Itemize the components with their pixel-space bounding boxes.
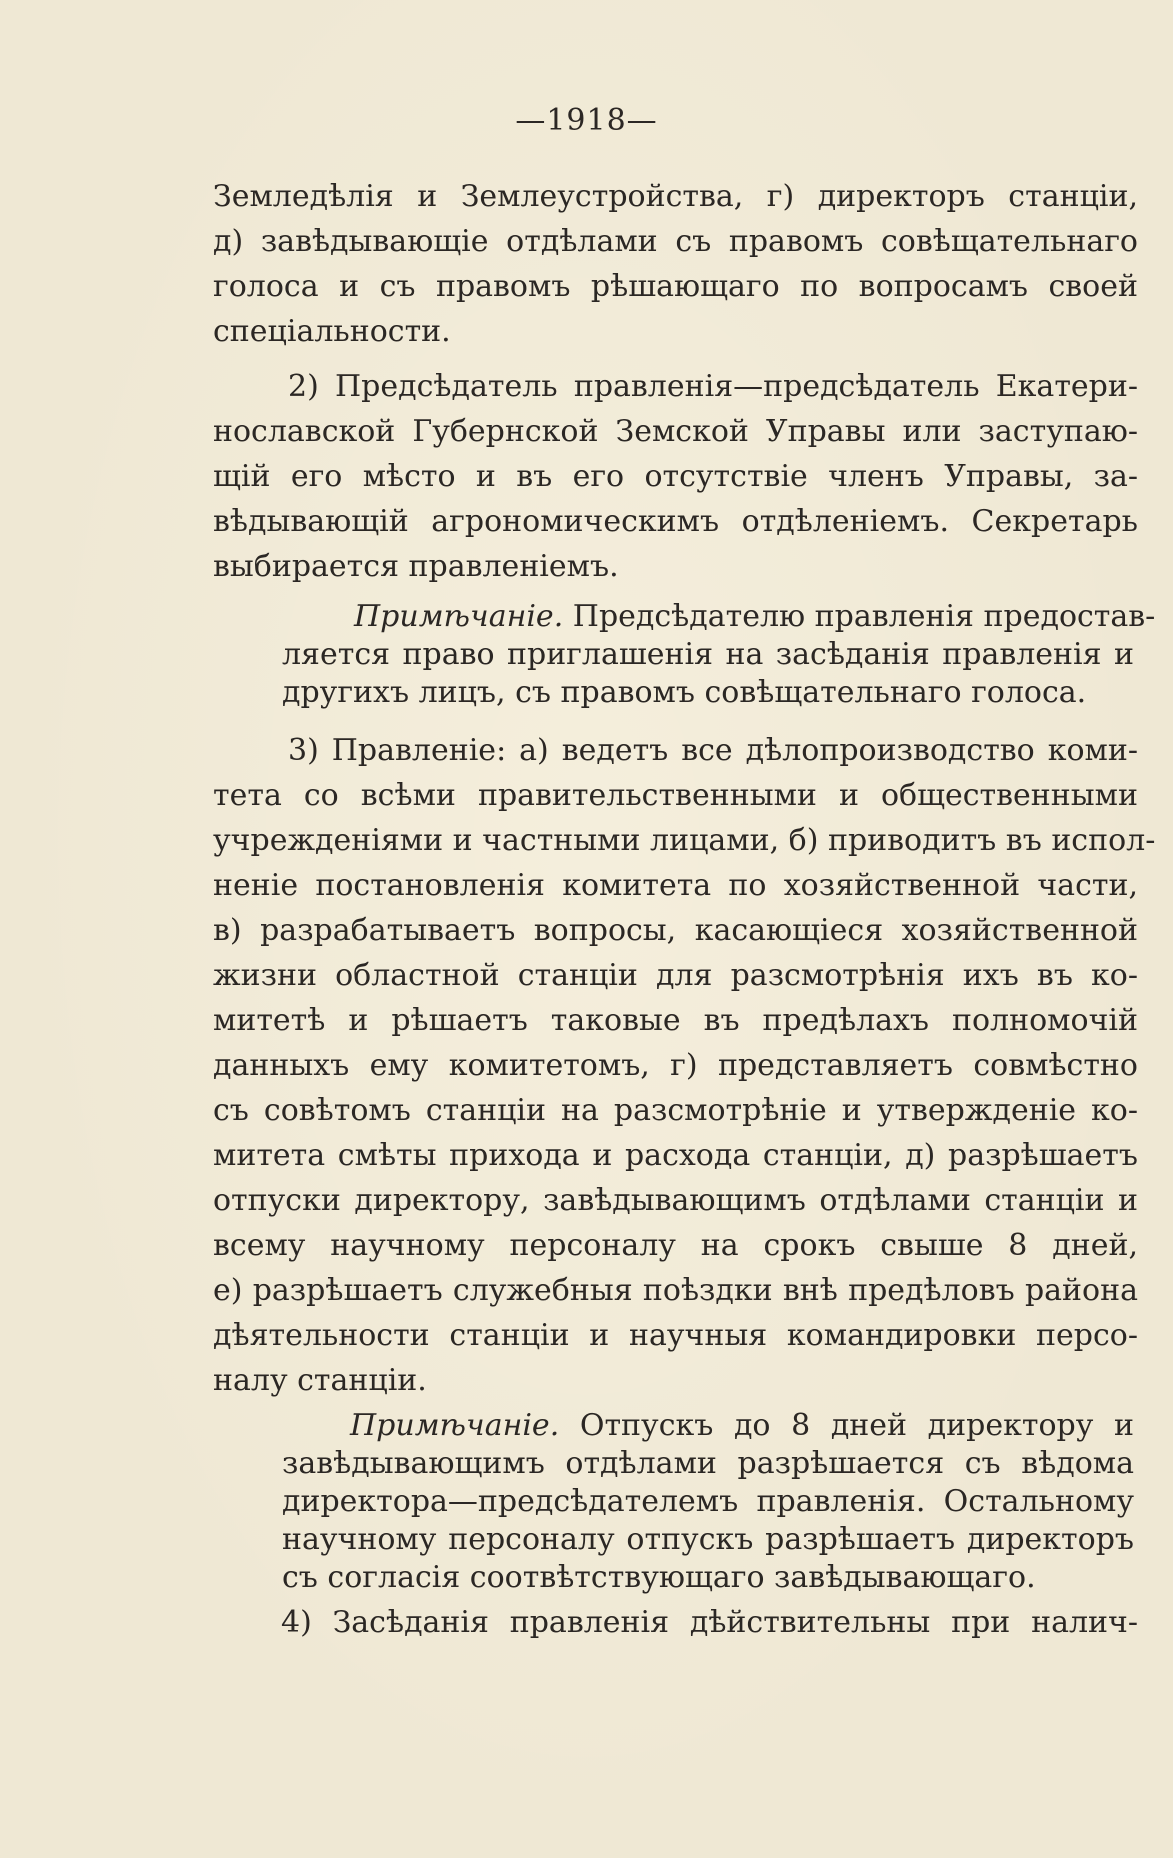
text-line: 3) Правленіе: а) ведетъ все дѣлопроизводство коми- [288,733,1138,768]
paragraph-continuation [213,174,1138,354]
text-line: 4) Засѣданія правленія дѣйствительны при налич- [281,1605,1138,1640]
note-first-line [282,1407,1134,1445]
text-line: митета смѣты прихода и расхода станціи, д) разрѣшаетъ [213,1138,1138,1173]
text-line: отпуски директору, завѣдывающимъ отдѣлами станціи и [213,1183,1138,1218]
text-line: 2) Предсѣдатель правленія—предсѣдатель Екатери- [288,369,1138,404]
text-line: научному персоналу отпускъ разрѣшаетъ директоръ [282,1522,1134,1557]
text-line: в) разрабатываетъ вопросы, касающіеся хозяйственной [213,913,1138,948]
text-line: митетѣ и рѣшаетъ таковые въ предѣлахъ полномочій [213,1003,1138,1038]
text-line: директора—предсѣдателемъ правленія. Остальному [282,1484,1134,1519]
text-line: тета со всѣми правительственными и общественными [213,778,1138,813]
text-line: спеціальности. [213,314,451,349]
text-line: съ согласія соотвѣтствующаго завѣдывающаго. [282,1560,1036,1595]
text-line: съ совѣтомъ станціи на разсмотрѣніе и утвержденіе ко- [213,1093,1138,1128]
text-line: жизни областной станціи для разсмотрѣнія ихъ въ ко- [213,958,1138,993]
note-text: Предсѣдателю правленія предостав- [572,599,1156,634]
text-line: всему научному персоналу на срокъ свыше 8 дней, [213,1228,1138,1263]
note-2 [282,1407,1134,1597]
note-label: Примѣчаніе. [350,1408,560,1443]
text-line: вѣдывающій агрономическимъ отдѣленіемъ. Секретарь [213,504,1138,539]
text-line: д) завѣдывающіе отдѣлами съ правомъ совѣщательнаго [213,224,1138,259]
text-line: Земледѣлія и Землеустройства, г) директоръ станціи, [213,179,1138,214]
paragraph-3 [213,728,1156,1403]
text-line: ляется право приглашенія на засѣданія правленія и [282,637,1134,672]
text-line: другихъ лицъ, съ правомъ совѣщательнаго голоса. [282,675,1087,710]
text-line: учрежденіями и частными лицами, б) приводитъ въ испол- [213,823,1156,858]
page-number: —1918— [515,103,658,138]
note-label: Примѣчаніе. [354,599,564,634]
text-line: е) разрѣшаетъ служебныя поѣздки внѣ предѣловъ района [213,1273,1138,1308]
text-line: завѣдывающимъ отдѣлами разрѣшается съ вѣдома [282,1446,1134,1481]
text-line: налу станціи. [213,1363,427,1398]
text-line: голоса и съ правомъ рѣшающаго по вопросамъ своей [213,269,1138,304]
text-line: дѣятельности станціи и научныя командировки персо- [213,1318,1138,1353]
text-line: нославской Губернской Земской Управы или заступаю- [213,414,1138,449]
note-1 [282,598,1156,712]
paragraph-2 [213,364,1138,589]
text-line: неніе постановленія комитета по хозяйственной части, [213,868,1138,903]
text-line: выбирается правленіемъ. [213,549,619,584]
text-line: щій его мѣсто и въ его отсутствіе членъ Управы, за- [213,459,1138,494]
note-text: Отпускъ до 8 дней директору и [579,1408,1134,1443]
note-first-line [282,598,1156,636]
paragraph-4 [213,1600,1138,1645]
text-line: данныхъ ему комитетомъ, г) представляетъ совмѣстно [213,1048,1138,1083]
